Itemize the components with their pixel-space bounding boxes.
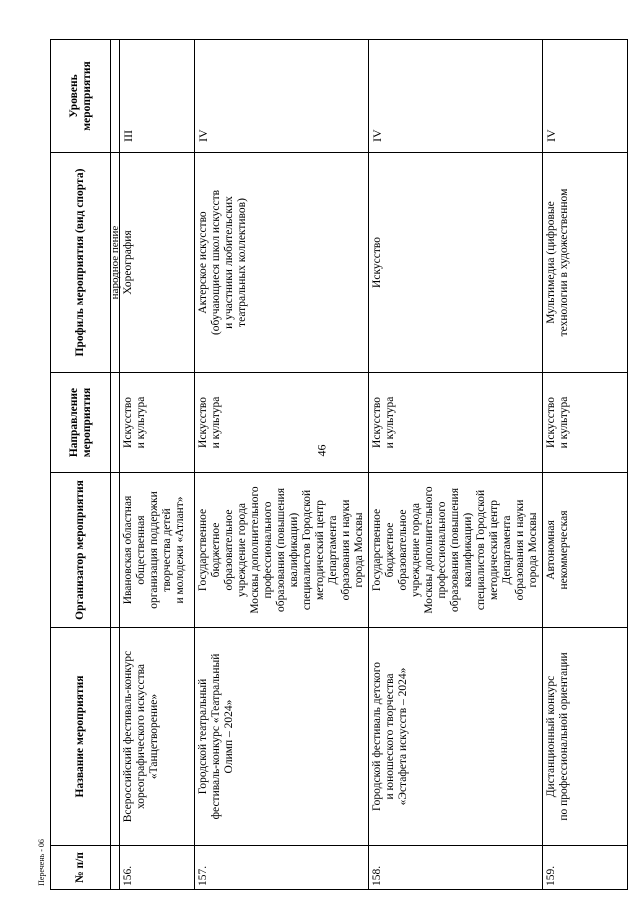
- cell-organizer-line: учреждение города: [236, 503, 248, 597]
- cell-profile-line: и участники любительских: [223, 196, 235, 329]
- cell-organizer-line: города Москвы: [353, 512, 365, 588]
- cell-organizer-line: образования (повышения: [275, 488, 287, 612]
- cell-direction-line: Искусство: [371, 397, 383, 448]
- cell-organizer-line: профессионального: [436, 501, 448, 599]
- cell-level: III: [120, 40, 195, 153]
- cell-direction: [543, 373, 628, 473]
- table-body: [120, 40, 628, 890]
- cell-profile-line: (обучающиеся школ искусств: [210, 189, 222, 336]
- cell-organizer-line: творчества детей: [161, 508, 173, 592]
- cell-organizer-line: Автономная: [545, 520, 557, 580]
- cell-organizer-line: Департамента: [501, 515, 513, 585]
- rotated-table-wrapper: [50, 40, 580, 890]
- cell-organizer: [120, 473, 195, 628]
- cell-direction-line: Искусство: [197, 397, 209, 448]
- table-row: [369, 40, 543, 890]
- cell-direction-line: Искусство: [122, 397, 134, 448]
- cell-organizer-line: Департамента: [327, 515, 339, 585]
- cell-organizer-line: города Москвы: [527, 512, 539, 588]
- cell-name-line: и юношеского творчества: [384, 673, 396, 800]
- cell-name-line: Городской театральный: [197, 678, 209, 795]
- cell-profile-line: Мультимедиа (цифровые: [545, 201, 557, 324]
- cell-organizer-line: специалистов Городской: [475, 489, 487, 611]
- cell-profile-line: Актерское искусство: [197, 211, 209, 314]
- cell-organizer-line: учреждение города: [410, 503, 422, 597]
- table-row: [543, 40, 628, 890]
- cell-name-line: фестиваль-конкурс «Театральный: [210, 653, 222, 820]
- cell-organizer-line: профессионального: [262, 501, 274, 599]
- cell-organizer-line: и молодежи «Атлант»: [174, 496, 186, 604]
- cell-name: [543, 628, 628, 846]
- header-profile: Профиль мероприятия (вид спорта): [51, 153, 111, 373]
- cell-organizer-line: бюджетное: [210, 522, 222, 578]
- cell-name: [120, 628, 195, 846]
- cell-name-line: «Эстафета искусств – 2024»: [397, 667, 409, 806]
- cell-organizer-line: образования (повышения: [449, 488, 461, 612]
- cell-level: IV: [369, 40, 543, 153]
- cell-name-line: по профессиональной ориентации: [558, 652, 570, 821]
- table-header-row: [51, 40, 111, 890]
- cell-level: IV: [543, 40, 628, 153]
- cell-num: 156.: [120, 846, 195, 890]
- cell-num: 157.: [195, 846, 369, 890]
- cell-organizer-line: образования и науки: [340, 499, 352, 601]
- cell-profile: [120, 153, 195, 373]
- header-num: № п/п: [51, 846, 111, 890]
- cell-num: 159.: [543, 846, 628, 890]
- cell-organizer-line: Государственное: [197, 508, 209, 592]
- cell-organizer-line: специалистов Городской: [301, 489, 313, 611]
- cell-organizer-line: квалификации): [288, 512, 300, 588]
- cell-direction-line: Искусство: [545, 397, 557, 448]
- carryover-profile: народное пение: [111, 153, 120, 373]
- cell-profile: [369, 153, 543, 373]
- cell-organizer-line: методический центр: [488, 499, 500, 601]
- cell-organizer-line: Ивановская областная: [122, 495, 134, 605]
- cell-name-line: Дистанционный конкурс: [545, 675, 557, 798]
- cell-name-line: Олимп – 2024»: [223, 699, 235, 774]
- cell-name: [195, 628, 369, 846]
- header-organizer: Организатор мероприятия: [51, 473, 111, 628]
- cell-organizer: [369, 473, 543, 628]
- cell-level: IV: [195, 40, 369, 153]
- cell-profile-line: Искусство: [371, 237, 383, 288]
- cell-organizer-line: Государственное: [371, 508, 383, 592]
- cell-organizer-line: образовательное: [223, 509, 235, 591]
- table-row: [195, 40, 369, 890]
- cell-organizer-line: организация поддержки: [148, 491, 160, 609]
- cell-name-line: хореографического искусства: [135, 664, 147, 809]
- cell-organizer-line: некоммерческая: [558, 510, 570, 590]
- cell-organizer-line: Москвы дополнительного: [249, 486, 261, 614]
- cell-name-line: «Танцетворение»: [148, 693, 160, 780]
- cell-organizer-line: бюджетное: [384, 522, 396, 578]
- cell-profile: [543, 153, 628, 373]
- cell-direction: [369, 373, 543, 473]
- page-number: 46: [314, 444, 329, 457]
- cell-profile-line: театральных коллективов): [236, 198, 248, 327]
- cell-profile-line: технологии в художественном: [558, 188, 570, 337]
- cell-name-line: Всероссийский фестиваль-конкурс: [122, 650, 134, 823]
- cell-num: 158.: [369, 846, 543, 890]
- cell-organizer-line: методический центр: [314, 499, 326, 601]
- cell-organizer: [543, 473, 628, 628]
- cell-direction-line: и культура: [384, 396, 396, 449]
- cell-organizer-line: квалификации): [462, 512, 474, 588]
- cell-organizer-line: общественная: [135, 515, 147, 585]
- cell-direction-line: и культура: [135, 396, 147, 449]
- footer-code: Перечень - 06: [36, 839, 46, 886]
- cell-profile: [195, 153, 369, 373]
- events-table: [50, 39, 628, 890]
- cell-profile-line: Хореография: [122, 230, 134, 295]
- cell-organizer-line: образования и науки: [514, 499, 526, 601]
- cell-organizer-line: образовательное: [397, 509, 409, 591]
- header-direction: Направление мероприятия: [51, 373, 111, 473]
- cell-direction: [120, 373, 195, 473]
- header-name: Название мероприятия: [51, 628, 111, 846]
- cell-direction-line: и культура: [558, 396, 570, 449]
- cell-direction-line: и культура: [210, 396, 222, 449]
- cell-organizer-line: Москвы дополнительного: [423, 486, 435, 614]
- carryover-row: [111, 40, 120, 890]
- cell-organizer: [195, 473, 369, 628]
- table-row: [120, 40, 195, 890]
- header-level: Уровень мероприятия: [51, 40, 111, 153]
- cell-name-line: Городской фестиваль детского: [371, 662, 383, 811]
- cell-direction: [195, 373, 369, 473]
- cell-name: [369, 628, 543, 846]
